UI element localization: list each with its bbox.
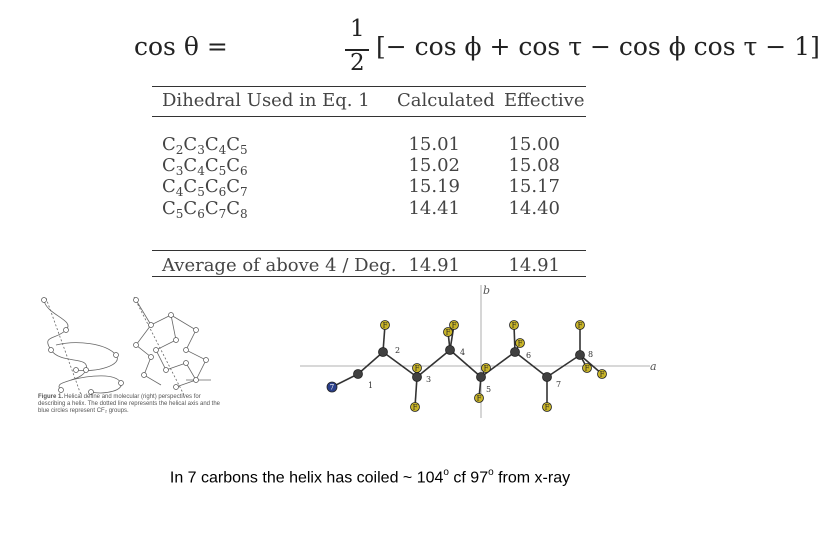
fluorine-atom [413, 364, 422, 373]
atom-subscript: 7 [218, 207, 227, 221]
equation-lhs: cos θ = [134, 32, 228, 61]
end-atom-label: 7 [329, 383, 335, 392]
atom-symbol: C [226, 176, 241, 197]
table-header-rule [152, 116, 586, 117]
helix-sketch-left [44, 298, 121, 395]
equation-fraction-numerator: 1 [350, 16, 365, 42]
equation-rhs: [− cos ϕ + cos τ − cos ϕ cos τ − 1] [376, 32, 820, 61]
atom-symbol: C [183, 198, 198, 219]
atom-subscript: 5 [240, 143, 248, 157]
helix-sketch-right-nodes [134, 298, 209, 390]
table-top-rule [152, 86, 586, 87]
fluorine-atom [450, 321, 459, 330]
fluorine-atom-label: F [451, 321, 457, 330]
carbon-atom-circle [446, 346, 455, 355]
figure-caption-line-2: describing a helix. The dotted line represents the helical axis and the [38, 401, 221, 407]
table-row-calculated: 14.41 [408, 198, 460, 219]
carbon-number: 6 [526, 351, 532, 360]
carbon-number-tail: 8 [588, 350, 594, 359]
carbon-atom [413, 373, 422, 382]
fluorine-atom [482, 364, 491, 373]
atom-subscript: 4 [175, 185, 184, 199]
carbon-atom-circle [477, 373, 486, 382]
table-row-dihedral [162, 155, 248, 176]
table-row-effective: 14.40 [508, 198, 560, 219]
table-average-rule [152, 250, 586, 251]
table-row-calculated: 15.01 [408, 134, 460, 155]
figure-caption-label: Figure 1. [38, 394, 64, 400]
equation-fraction-denominator: 2 [350, 50, 365, 76]
carbon-atom [354, 370, 363, 379]
fluorine-atom [411, 403, 420, 412]
fluorocarbon-chain-diagram [290, 280, 670, 420]
a-axis-label: a [650, 360, 657, 373]
carbon-atom-circle [543, 373, 552, 382]
fluorine-atom [576, 321, 585, 330]
fluorine-atom [543, 403, 552, 412]
table-average-effective: 14.91 [508, 255, 560, 276]
atom-subscript: 6 [197, 207, 205, 221]
carbon-atom [446, 346, 455, 355]
atom-subscript: 6 [218, 185, 227, 199]
table-row-calculated: 15.02 [408, 155, 460, 176]
fluorine-atom-label: F [577, 321, 583, 330]
carbon-atom [379, 348, 388, 357]
fluorine-atom-label: F [584, 364, 590, 373]
carbon-number: 3 [426, 375, 432, 384]
atom-subscript: 5 [218, 164, 227, 178]
atom-symbol: C [204, 155, 219, 176]
atom-subscript: 5 [175, 207, 184, 221]
fluorine-atom [583, 364, 592, 373]
b-axis-label: b [483, 284, 491, 297]
atom-subscript: 3 [175, 164, 184, 178]
fluorine-atom-label: F [412, 403, 418, 412]
atom-symbol: C [162, 176, 176, 197]
table-row-calculated: 15.19 [408, 176, 460, 197]
fluorine-atom-label: F [414, 364, 420, 373]
equation [134, 16, 820, 78]
fluorine-atom-label: F [517, 339, 523, 348]
caption-prefix: In 7 carbons the helix has coiled ~ 104 [169, 469, 444, 487]
helix-sketch-left-nodes [42, 298, 124, 395]
carbon-number: 5 [486, 385, 492, 394]
carbon-atom [511, 348, 520, 357]
carbon-atom [543, 373, 552, 382]
table-row-effective: 15.00 [508, 134, 560, 155]
helix-sketch-right [134, 297, 211, 395]
fluorine-atom [381, 321, 390, 330]
table-average-label: Average of above 4 / Deg. [162, 255, 397, 276]
carbon-carbon-bond [383, 352, 417, 377]
fluorine-atom [598, 370, 607, 379]
atom-symbol: C [226, 198, 241, 219]
table-header-calculated: Calculated [397, 90, 495, 111]
fluorine-atom-label: F [445, 328, 451, 337]
atom-subscript: 6 [240, 164, 248, 178]
fluorine-atom-label: F [382, 321, 388, 330]
carbon-atom-circle [379, 348, 388, 357]
atom-symbol: C [162, 155, 176, 176]
atom-symbol: C [162, 198, 176, 219]
fluorine-atom-label: F [483, 364, 489, 373]
figure-caption-line-1: Helical define and molecular (right) perspectives for [64, 394, 201, 400]
table-bottom-rule [152, 276, 586, 277]
atom-subscript: 5 [197, 185, 205, 199]
figure-caption-line-3: blue circles represent CF₂ groups. [38, 408, 129, 414]
atom-symbol: C [162, 134, 176, 155]
fluorine-atom-label: F [476, 394, 482, 403]
atom-symbol: C [183, 155, 198, 176]
atom-subscript: 3 [197, 143, 205, 157]
carbon-atom [477, 373, 486, 382]
table-row-effective: 15.08 [508, 155, 560, 176]
carbon-carbon-bond [358, 352, 383, 374]
atom-symbol: C [226, 134, 241, 155]
carbon-number: 1 [368, 381, 374, 390]
atom-subscript: 8 [240, 207, 248, 221]
atom-subscript: 7 [240, 185, 248, 199]
atom-symbol: C [204, 198, 219, 219]
caption-middle: cf 97 [448, 469, 489, 487]
table-row-dihedral [162, 198, 248, 219]
caption-degree-2: o [488, 467, 494, 478]
carbon-atom-circle [413, 373, 422, 382]
carbon-carbon-bond [414, 350, 450, 377]
table-row-dihedral [162, 176, 248, 197]
caption-degree-1: o [443, 467, 449, 478]
carbon-number: 4 [460, 348, 466, 357]
fluorine-atom-label: F [599, 370, 605, 379]
atom-symbol: C [226, 155, 241, 176]
fluorine-atom [510, 321, 519, 330]
fluorine-atom-label: F [544, 403, 550, 412]
atom-subscript: 4 [218, 143, 227, 157]
atom-subscript: 2 [175, 143, 184, 157]
carbon-atom [576, 351, 585, 360]
fluorine-atom [475, 394, 484, 403]
table-average-calculated: 14.91 [408, 255, 460, 276]
carbon-atom-circle [354, 370, 363, 379]
end-atom [327, 382, 337, 392]
fluorine-atom-label: F [511, 321, 517, 330]
atom-symbol: C [183, 134, 198, 155]
carbon-number: 7 [556, 380, 562, 389]
table-row-effective: 15.17 [508, 176, 560, 197]
fluorine-atom [516, 339, 525, 348]
atom-symbol: C [204, 134, 219, 155]
atom-symbol: C [204, 176, 219, 197]
table-header-effective: Effective [504, 90, 585, 111]
table-row-dihedral [162, 134, 248, 155]
carbon-number: 2 [395, 346, 401, 355]
table-header-dihedral: Dihedral Used in Eq. 1 [162, 90, 370, 111]
atom-symbol: C [183, 176, 198, 197]
carbon-carbon-bond [450, 350, 481, 377]
atom-subscript: 4 [197, 164, 205, 178]
carbon-atom-circle [511, 348, 520, 357]
caption-suffix: from x-ray [493, 469, 571, 487]
carbon-atom-circle [576, 351, 585, 360]
slide-caption [0, 468, 740, 487]
helix-sketch-figure [36, 295, 276, 420]
